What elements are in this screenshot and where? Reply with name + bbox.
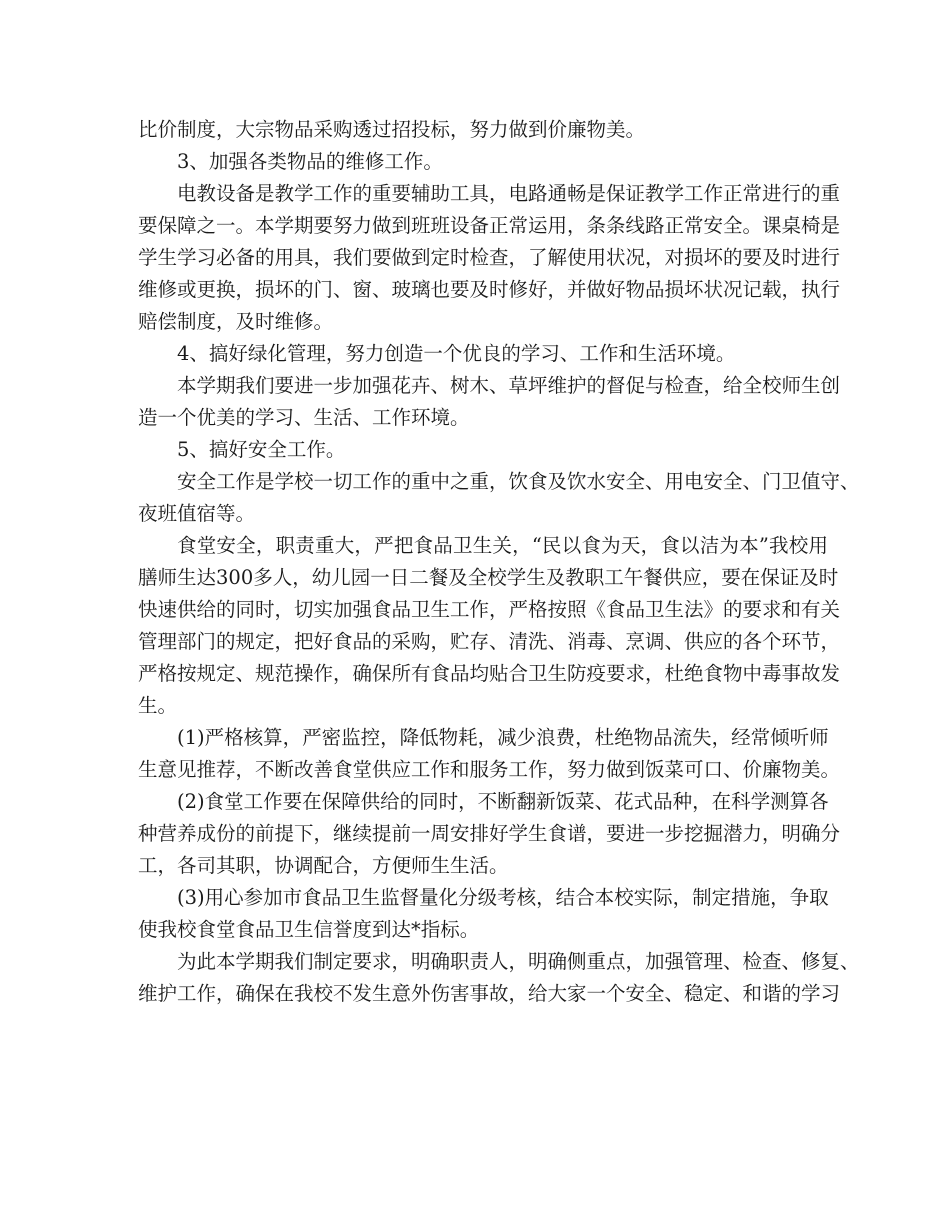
text-line: (2)食堂工作要在保障供给的同时，不断翻新饭菜、花式品种，在科学测算各	[177, 790, 829, 813]
text-line: 为此本学期我们制定要求，明确职责人，明确侧重点，加强管理、检查、修复、	[177, 950, 860, 973]
text-line: 学生学习必备的用具，我们要做到定时检查，了解使用状况，对损坏的要及时进行	[138, 246, 841, 269]
section-heading: 3、加强各类物品的维修工作。	[177, 150, 443, 173]
text-line: 食堂安全，职责重大，严把食品卫生关，“民以食为天，食以洁为本”我校用	[177, 534, 828, 557]
text-line: 要保障之一。本学期要努力做到班班设备正常运用，条条线路正常安全。课桌椅是	[138, 214, 841, 237]
text-line: 维修或更换，损坏的门、窗、玻璃也要及时修好，并做好物品损坏状况记载，执行	[138, 278, 841, 301]
text-line: 生。	[138, 694, 178, 717]
text-line: 夜班值宿等。	[138, 502, 256, 525]
text-line: 本学期我们要进一步加强花卉、树木、草坪维护的督促与检查，给全校师生创	[177, 374, 841, 397]
text-line: 快速供给的同时，切实加强食品卫生工作，严格按照《食品卫生法》的要求和有关	[138, 598, 841, 621]
text-line: 造一个优美的学习、生活、工作环境。	[138, 406, 470, 429]
text-line: (3)用心参加市食品卫生监督量化分级考核，结合本校实际，制定措施，争取	[177, 886, 829, 909]
text-line: 生意见推荐，不断改善食堂供应工作和服务工作，努力做到饭菜可口、价廉物美。	[138, 758, 841, 781]
text-line: 比价制度，大宗物品采购透过招投标，努力做到价廉物美。	[138, 118, 646, 141]
text-line: (1)严格核算，严密监控，降低物耗，减少浪费，杜绝物品流失，经常倾听师	[177, 726, 829, 749]
text-line: 使我校食堂食品卫生信誉度到达*指标。	[138, 918, 480, 941]
text-line: 电教设备是教学工作的重要辅助工具，电路通畅是保证教学工作正常进行的重	[177, 182, 841, 205]
text-line: 赔偿制度，及时维修。	[138, 310, 334, 333]
section-heading: 5、搞好安全工作。	[177, 438, 346, 461]
text-line: 管理部门的规定，把好食品的采购，贮存、清洗、消毒、烹调、供应的各个环节，	[138, 630, 841, 653]
text-line: 安全工作是学校一切工作的重中之重，饮食及饮水安全、用电安全、门卫值守、	[177, 470, 860, 493]
section-heading: 4、搞好绿化管理，努力创造一个优良的学习、工作和生活环境。	[177, 342, 736, 365]
text-line: 种营养成份的前提下，继续提前一周安排好学生食谱，要进一步挖掘潜力，明确分	[138, 822, 841, 845]
text-line: 维护工作，确保在我校不发生意外伤害事故，给大家一个安全、稳定、和谐的学习	[138, 982, 841, 1005]
text-line: 膳师生达300多人，幼儿园一日二餐及全校学生及教职工午餐供应，要在保证及时	[138, 566, 839, 589]
text-line: 严格按规定、规范操作，确保所有食品均贴合卫生防疫要求，杜绝食物中毒事故发	[138, 662, 841, 685]
text-line: 工，各司其职，协调配合，方便师生生活。	[138, 854, 509, 877]
document-body	[138, 114, 860, 1010]
